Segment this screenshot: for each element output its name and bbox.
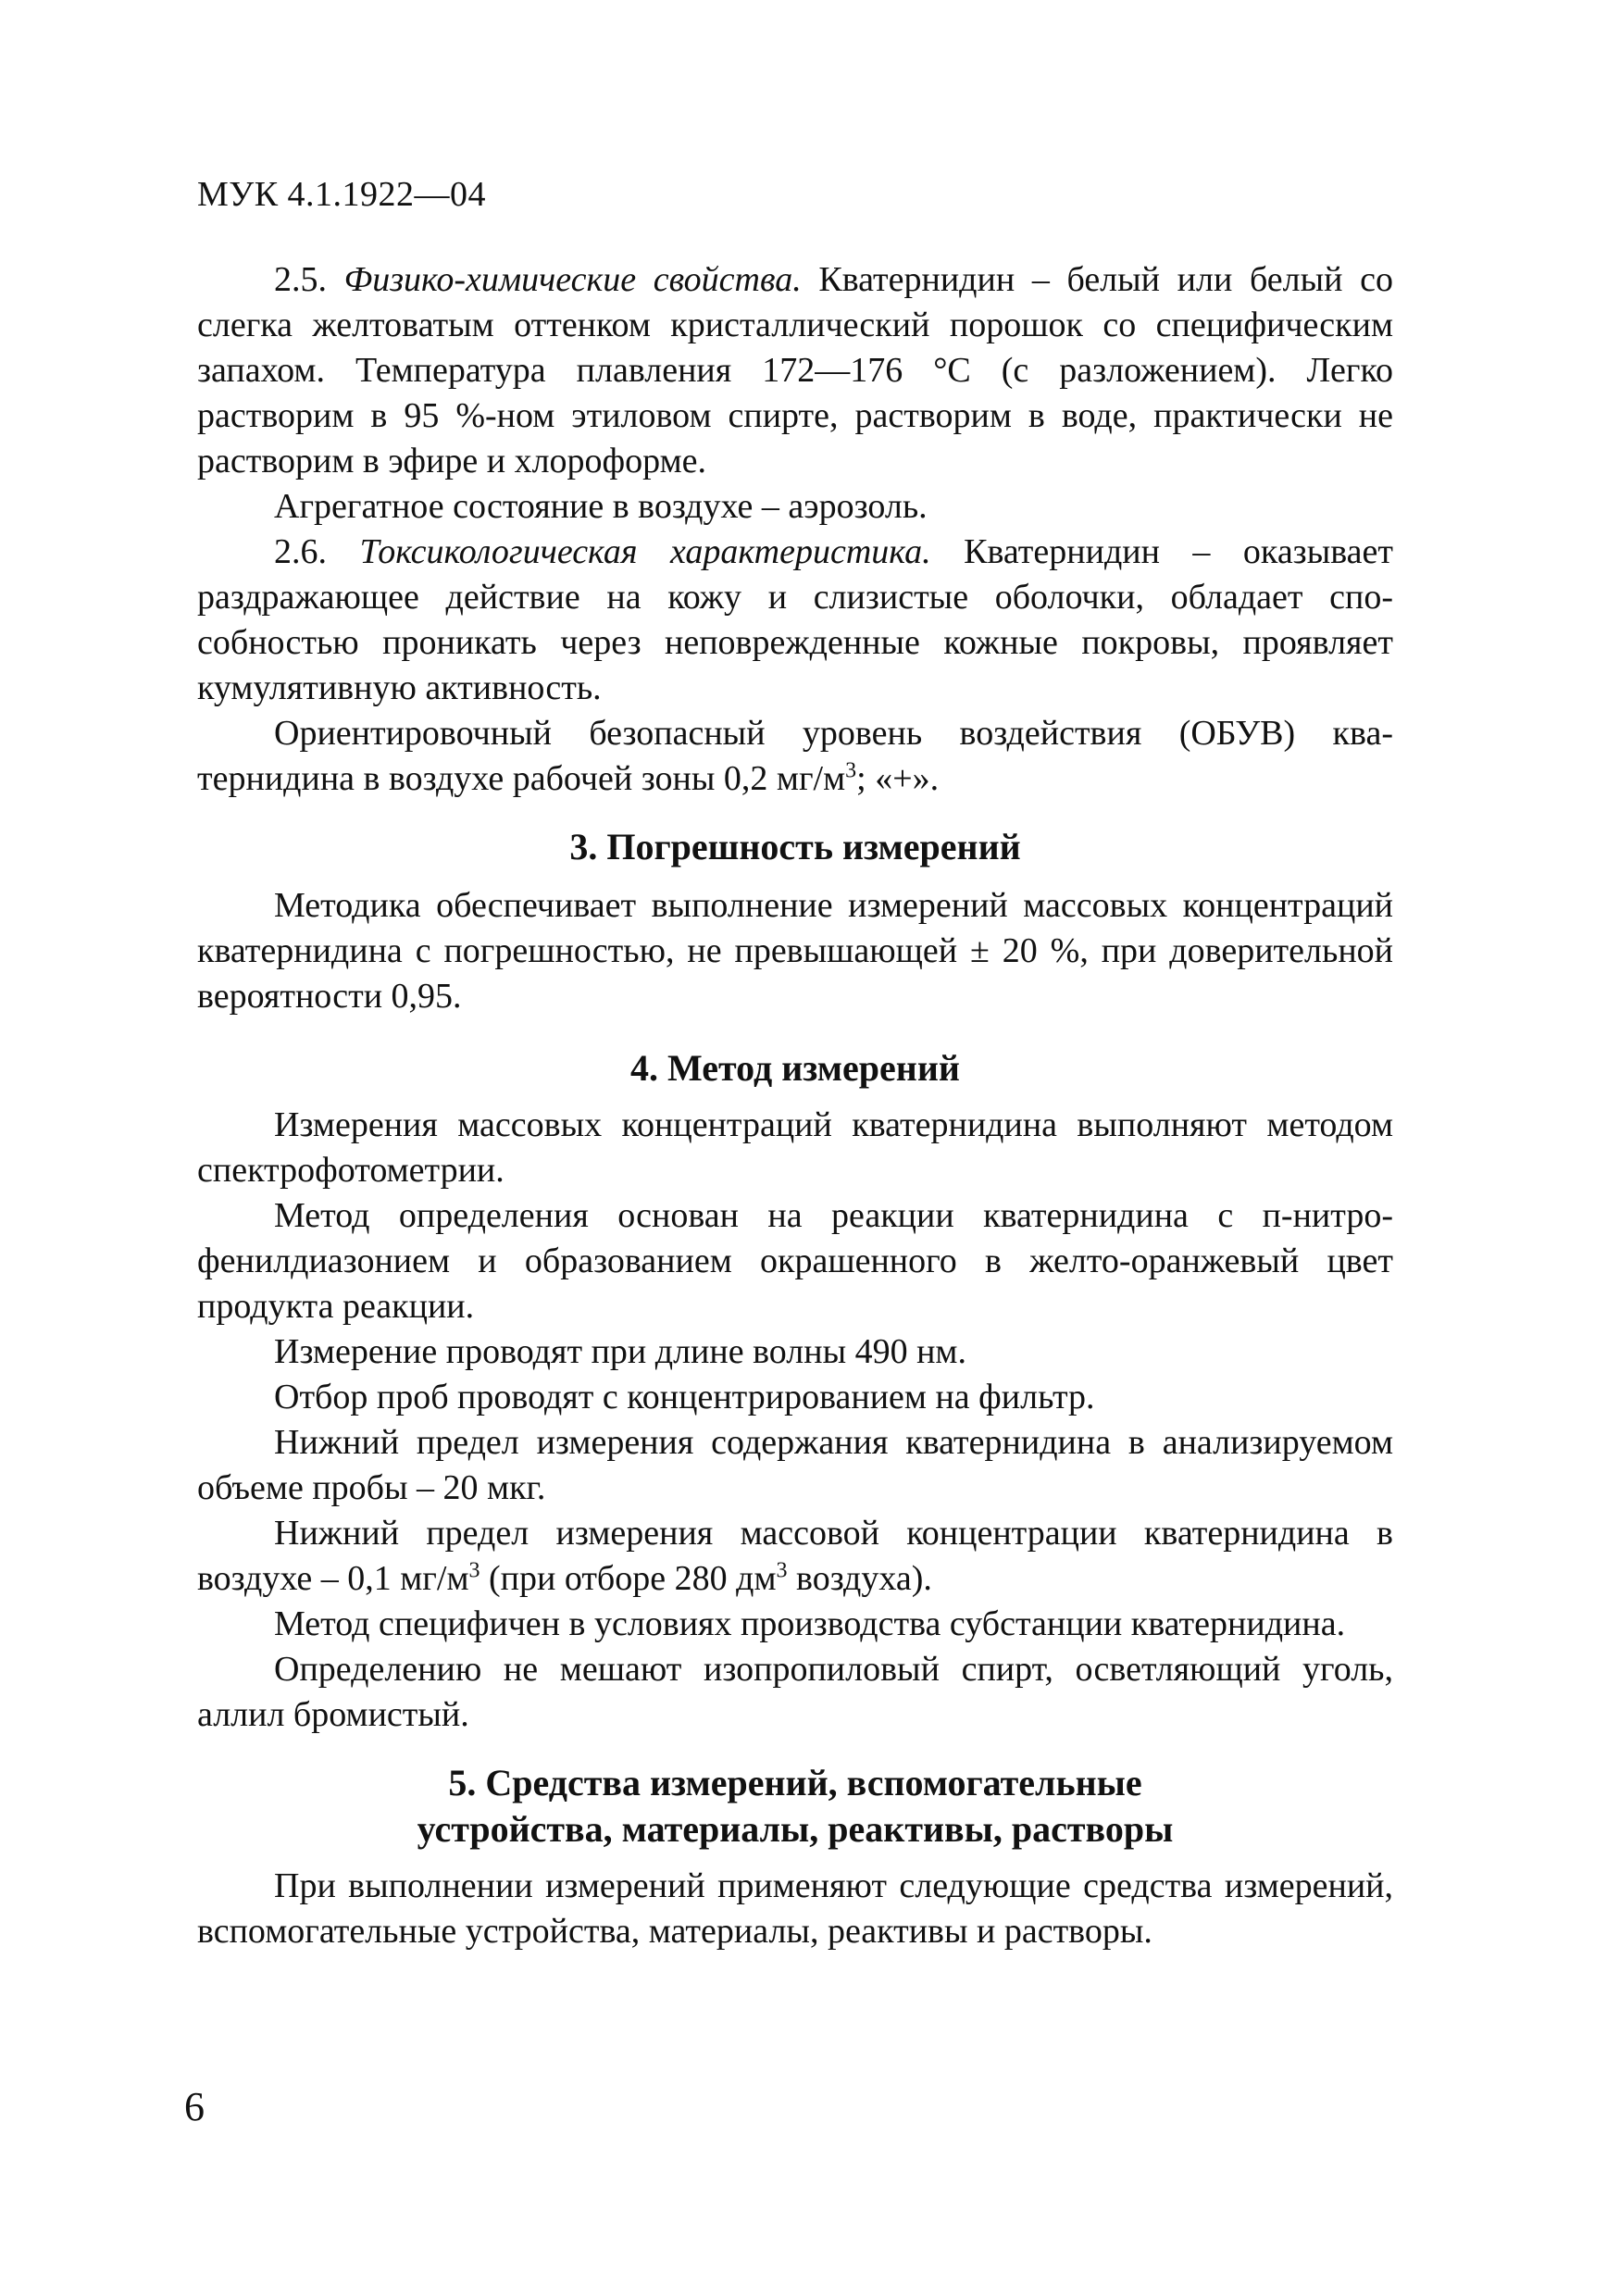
paragraph-method-8: Определению не мешают изопропиловый спирт, осветляющий уголь, аллил бромистый. [197, 1650, 1393, 1734]
superscript: 3 [845, 758, 857, 783]
superscript: 3 [776, 1558, 788, 1583]
paragraph-method-5: Нижний предел измерения содержания кватернидина в анализируемом объеме пробы – 20 мкг. [197, 1423, 1393, 1507]
section-title: Токсикологическая характеристика. [359, 532, 931, 571]
paragraph-method-4: Отбор проб проводят с концентрированием на фильтр. [274, 1378, 1095, 1416]
paragraph-method-2: Метод определения основан на реакции кватернидина с п-нитрофенилдиазонием и образованием окрашенного в желто-оранжевый цвет продукта реакции. [197, 1196, 1393, 1326]
paragraph-section-5: При выполнении измерений применяют следующие средства измерений, вспомогательные устройства, материалы, реактивы и растворы. [197, 1866, 1393, 1951]
document-body [197, 257, 1393, 1954]
heading-section-5 [197, 1760, 1393, 1853]
heading-section-4: 4. Метод измерений [630, 1047, 960, 1089]
paragraph-text: Нижний предел измерения массовой концентрации кватернидина в воздухе – 0,1 мг/м [197, 1514, 1393, 1598]
heading-line: устройства, материалы, реактивы, растворы [417, 1808, 1174, 1850]
paragraph-text: (при отборе 280 дм [480, 1559, 777, 1598]
paragraph-text: Кватернидин – белый или белый со слегка желтоватым оттенком кристаллический порошок со специфическим запахом. Температура плавления 172—176 °С (с разложением). Легко растворим в 95 %-ном этиловом спирте, растворим в воде, практически не растворим в эфире и хлороформе. [197, 260, 1394, 480]
section-title: Физико-химические свойства. [343, 260, 802, 299]
paragraph-2-5 [197, 257, 1393, 484]
paragraph-text: Кватернидин – оказывает раздражающее действие на кожу и слизистые оболочки, обладает способностью проникать через неповрежденные кожные покровы, проявляет кумулятивную активность. [197, 532, 1394, 707]
paragraph-text: ; «+». [856, 759, 940, 798]
page-number: 6 [184, 2084, 205, 2129]
paragraph-method-7: Метод специфичен в условиях производства субстанции кватернидина. [274, 1604, 1346, 1643]
heading-section-3: 3. Погрешность измерений [569, 826, 1021, 867]
document-code: МУК 4.1.1922—04 [197, 175, 487, 214]
paragraph-text: Ориентировочный безопасный уровень воздействия (ОБУВ) кватернидина в воздухе рабочей зоны 0,2 мг/м [197, 714, 1393, 798]
paragraph-method-1: Измерения массовых концентраций кватернидина выполняют методом спектрофотометрии. [197, 1105, 1393, 1190]
paragraph-section-3: Методика обеспечивает выполнение измерений массовых концентраций кватернидина с погрешностью, не превышающей ± 20 %, при доверительной вероятности 0,95. [197, 886, 1393, 1016]
paragraph-method-3: Измерение проводят при длине волны 490 нм. [274, 1332, 966, 1371]
heading-line: 5. Средства измерений, вспомогательные [448, 1762, 1142, 1803]
section-number: 2.5. [274, 260, 327, 299]
paragraph-2-6 [197, 530, 1393, 711]
paragraph-text: воздуха). [787, 1559, 932, 1598]
section-number: 2.6. [274, 532, 327, 571]
paragraph-obuv [197, 711, 1393, 802]
paragraph-method-6 [197, 1511, 1393, 1602]
superscript: 3 [468, 1558, 480, 1583]
paragraph-aggregate-state: Агрегатное состояние в воздухе – аэрозоль. [274, 487, 928, 526]
